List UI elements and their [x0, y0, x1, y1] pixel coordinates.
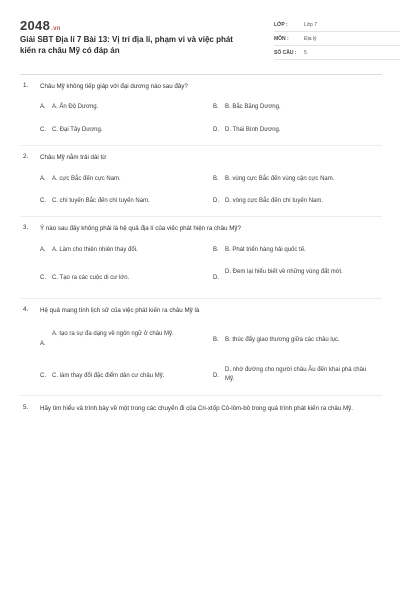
- option-text: D. nhờ đường cho người châu Âu đến khai phá châu Mỹ.: [225, 367, 367, 382]
- question-text: Hãy tìm hiểu và trình bày về một trong các chuyến đi của Cri-xtốp Cô-lôm-bô trong quá trình phát kiến ra châu Mỹ.: [40, 405, 353, 412]
- question-divider: [20, 298, 382, 299]
- option-text: A. Làm cho thiên nhiên thay đổi.: [52, 247, 138, 253]
- option-text: B. Phát triển hàng hải quốc tế.: [225, 247, 306, 253]
- option-letter: D.: [213, 373, 219, 379]
- question-number: 4.: [23, 306, 29, 313]
- meta-row-class: [274, 18, 400, 32]
- question-2: [20, 153, 382, 213]
- question-3: [20, 224, 382, 292]
- option-text: D. Thái Bình Dương.: [225, 127, 281, 133]
- meta-label: SỐ CÂU :: [274, 49, 297, 56]
- meta-value: Lớp 7: [304, 21, 318, 28]
- meta-value: 5: [304, 49, 307, 56]
- logo-suffix: .vn: [51, 26, 61, 32]
- question-number: 5.: [23, 404, 29, 411]
- option-text: A. cực Bắc đến cực Nam.: [52, 176, 121, 182]
- question-divider: [20, 145, 382, 146]
- document-header: [20, 18, 382, 80]
- option-letter: D.: [213, 198, 219, 204]
- option-letter: B.: [213, 104, 219, 110]
- option-letter: C.: [40, 127, 46, 133]
- meta-label: MÔN :: [274, 35, 289, 42]
- option-text: B. Bắc Băng Dương.: [225, 104, 281, 110]
- option-text: C. Đại Tây Dương.: [52, 127, 103, 133]
- option-letter: B.: [213, 337, 219, 343]
- meta-label: LỚP :: [274, 21, 288, 28]
- question-text: Ý nào sau đây không phải là hệ quả địa lí của việc phát hiện ra châu Mỹ?: [40, 225, 241, 232]
- option-letter: A.: [40, 341, 46, 347]
- option-letter: B.: [213, 176, 219, 182]
- option-letter: C.: [40, 275, 46, 281]
- question-4: [20, 306, 382, 386]
- option-letter: B.: [213, 247, 219, 253]
- option-text: B. thúc đẩy giao thương giữa các châu lục.: [225, 337, 340, 343]
- question-number: 2.: [23, 153, 29, 160]
- document-meta: [274, 18, 400, 60]
- option-letter: D.: [213, 127, 219, 133]
- logo-text: 2048: [20, 18, 51, 33]
- question-1: [20, 82, 382, 142]
- question-5: [20, 404, 382, 428]
- option-letter: D.: [213, 275, 219, 281]
- option-text: A. Ấn Độ Dương.: [52, 104, 99, 110]
- meta-row-subject: [274, 32, 400, 46]
- question-number: 3.: [23, 224, 29, 231]
- question-divider: [20, 395, 382, 396]
- header-divider: [20, 74, 382, 75]
- option-letter: A.: [40, 104, 46, 110]
- option-text: C. Tạo ra các cuộc di cư lớn.: [52, 275, 130, 281]
- question-divider: [20, 216, 382, 217]
- question-text: Hệ quả mang tính lịch sử của việc phát kiến ra châu Mỹ là: [40, 307, 200, 314]
- option-text: C. làm thay đổi đặc điểm dân cư châu Mỹ.: [52, 373, 165, 379]
- option-text: D. Đem lại hiểu biết về những vùng đất mới.: [225, 269, 343, 275]
- meta-row-count: [274, 46, 400, 60]
- option-text: C. chí tuyến Bắc đến chí tuyến Nam.: [52, 198, 150, 204]
- document-title: Giải SBT Địa lí 7 Bài 13: Vị trí địa lí, phạm vi và việc phát kiến ra châu Mỹ có đáp án: [20, 35, 233, 55]
- option-letter: C.: [40, 198, 46, 204]
- site-logo[interactable]: [20, 18, 61, 33]
- option-text: B. vùng cực Bắc đến vùng cận cực Nam.: [225, 176, 335, 182]
- meta-value: Địa lý: [304, 35, 317, 42]
- question-text: Châu Mỹ nằm trải dài từ: [40, 154, 107, 161]
- option-text: A. tạo ra sự đa dạng về ngôn ngữ ở châu Mỹ.: [52, 331, 174, 337]
- option-text: D. vòng cực Bắc đến chí tuyến Nam.: [225, 198, 324, 204]
- option-letter: A.: [40, 247, 46, 253]
- option-letter: A.: [40, 176, 46, 182]
- option-letter: C.: [40, 373, 46, 379]
- question-number: 1.: [23, 82, 29, 89]
- question-text: Châu Mỹ không tiếp giáp với đại dương nào sau đây?: [40, 83, 188, 90]
